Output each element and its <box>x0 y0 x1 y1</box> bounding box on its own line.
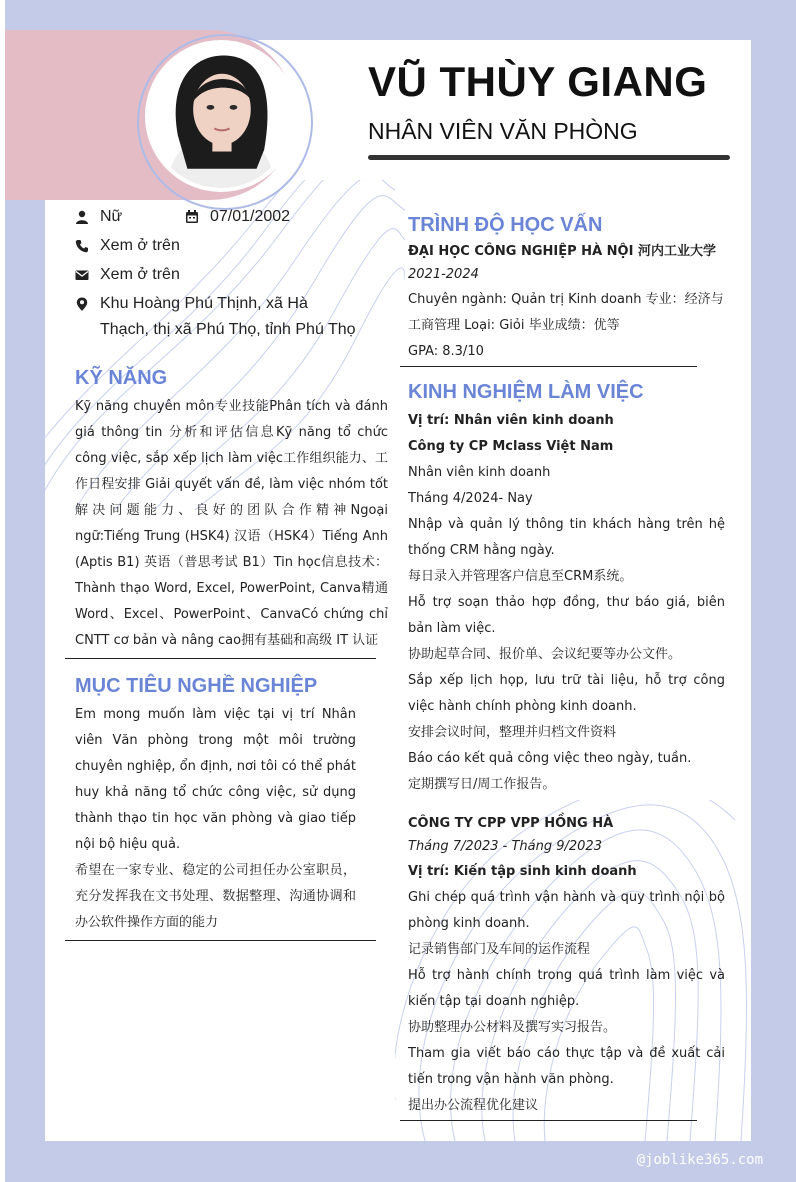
email-row <box>75 262 180 288</box>
avatar <box>149 44 293 188</box>
education-detail-1: Chuyên ngành: Quản trị Kinh doanh 专业：经济与 <box>408 292 724 307</box>
skills-text: Kỹ năng chuyên môn专业技能Phân tích và đánh giá thông tin 分析和评估信息Kỹ năng tổ chức công việc, sắp xếp lịch làm việc工作组织能力、工作日程安排 Giải quyết vấn đề, làm việc nhóm tốt解决问题能力、良好的团队合作精神Ngoại ngữ:Tiếng Trung (HSK4) 汉语（HSK4）Tiếng Anh (Aptis B1) 英语（普思考试 B1）Tin học信息技术：Thành thạo Word, Excel, PowerPoint, Canva精通Word、Excel、PowerPoint、CanvaCó chứng chỉ CNTT cơ bản và nâng cao拥有基础和高级 IT 认证 <box>75 399 388 648</box>
divider <box>65 658 376 659</box>
education-gpa: GPA: 8.3/10 <box>408 344 484 359</box>
address-line-1: Khu Hoàng Phú Thịnh, xã Hà <box>100 295 308 312</box>
job2-position: Vị trí: Kiến tập sinh kinh doanh <box>408 864 637 879</box>
job1-company: Công ty CP Mclass Việt Nam <box>408 439 614 454</box>
address-row <box>75 291 356 343</box>
location-icon <box>75 297 89 311</box>
job2-company: CÔNG TY CPP VPP HỒNG HÀ <box>408 816 614 831</box>
experience-title: KINH NGHIỆM LÀM VIỆC <box>408 381 644 403</box>
skills-title: KỸ NĂNG <box>75 367 168 389</box>
calendar-icon <box>185 210 199 224</box>
phone-icon <box>75 239 89 253</box>
candidate-name: VŨ THÙY GIANG <box>368 58 708 105</box>
job1-duty-zh: 安排会议时间，整理并归档文件资料 <box>408 725 617 740</box>
email-value: Xem ở trên <box>100 266 180 283</box>
address-line-2: Thạch, thị xã Phú Thọ, tỉnh Phú Thọ <box>100 321 356 338</box>
mail-icon <box>75 268 89 282</box>
job2-period: Tháng 7/2023 - Tháng 9/2023 <box>408 839 602 854</box>
job1-duty: Báo cáo kết quả công việc theo ngày, tuần. <box>408 751 692 766</box>
user-icon <box>75 210 89 224</box>
job2-duty-zh: 记录销售部门及车间的运作流程 <box>408 942 591 957</box>
education-period: 2021-2024 <box>408 267 479 282</box>
phone-row <box>75 233 180 259</box>
school-name: ĐẠI HỌC CÔNG NGHIỆP HÀ NỘI 河内工业大学 <box>408 244 716 259</box>
job1-duty-zh: 定期撰写日/周工作报告。 <box>408 777 556 792</box>
job1-duty: Sắp xếp lịch họp, lưu trữ tài liệu, hỗ trợ công việc hành chính phòng kinh doanh. <box>408 673 725 714</box>
job1-duty-zh: 协助起草合同、报价单、会议纪要等办公文件。 <box>408 647 682 662</box>
job2-duty-zh: 提出办公流程优化建议 <box>408 1098 539 1113</box>
objective-text-vi: Em mong muốn làm việc tại vị trí Nhân viên Văn phòng trong một môi trường chuyên nghiệp, ổn định, nơi tôi có thể phát huy khả năng tổ chức công việc, sử dụng thành thạo tin học văn phòng và giao tiếp nội bộ hiệu quả. <box>75 707 356 852</box>
divider <box>400 366 697 367</box>
job2-duty: Ghi chép quá trình vận hành và quy trình nội bộ phòng kinh doanh. <box>408 890 725 931</box>
job1-position: Vị trí: Nhân viên kinh doanh <box>408 413 614 428</box>
divider <box>400 1120 697 1121</box>
job1-duty-zh: 每日录入并管理客户信息至CRM系统。 <box>408 569 633 584</box>
education-detail-2: 工商管理 Loại: Giỏi 毕业成绩：优等 <box>408 318 620 333</box>
title-underline <box>368 155 730 160</box>
job2-duty: Hỗ trợ hành chính trong quá trình làm việc và kiến tập tại doanh nghiệp. <box>408 968 725 1009</box>
birthdate-row <box>185 204 290 230</box>
job1-period: Tháng 4/2024- Nay <box>408 491 533 506</box>
job2-duty: Tham gia viết báo cáo thực tập và đề xuất cải tiến trong vận hành văn phòng. <box>408 1046 725 1087</box>
job1-role: Nhân viên kinh doanh <box>408 465 551 480</box>
phone-value: Xem ở trên <box>100 237 180 254</box>
job1-duty: Hỗ trợ soạn thảo hợp đồng, thư báo giá, biên bản làm việc. <box>408 595 725 636</box>
objective-text-zh: 希望在一家专业、稳定的公司担任办公室职员，充分发挥我在文书处理、数据整理、沟通协调和办公软件操作方面的能力 <box>75 863 356 930</box>
divider <box>65 940 376 941</box>
birthdate-value: 07/01/2002 <box>210 208 291 225</box>
profile-photo <box>145 40 297 192</box>
job1-duty: Nhập và quản lý thông tin khách hàng trên hệ thống CRM hằng ngày. <box>408 517 725 558</box>
job2-duty-zh: 协助整理办公材料及撰写实习报告。 <box>408 1020 617 1035</box>
candidate-role: NHÂN VIÊN VĂN PHÒNG <box>368 118 638 144</box>
objective-title: MỤC TIÊU NGHỀ NGHIỆP <box>75 675 318 697</box>
gender-value: Nữ <box>100 208 123 225</box>
education-title: TRÌNH ĐỘ HỌC VẤN <box>408 214 603 236</box>
watermark: @joblike365.com <box>636 1152 763 1168</box>
gender-row <box>75 204 122 230</box>
